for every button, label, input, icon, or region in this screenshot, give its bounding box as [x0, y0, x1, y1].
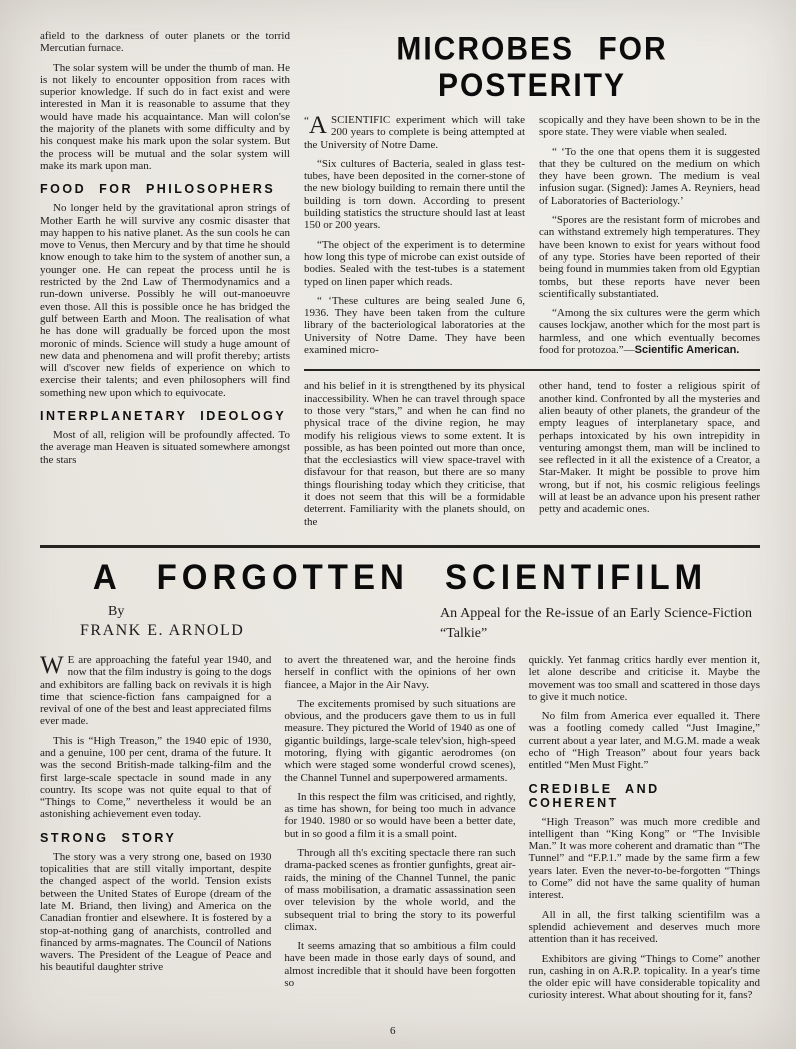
paragraph: “ ‘These cultures are being sealed June 6, 1936. They have been taken from the culture library of the bacteriological laboratories at the University of Notre Dame. They have been examined micro- — [304, 294, 525, 357]
paragraph: It seems amazing that so ambitious a film could have been made in those early days of sound, and almost incredible that it should have been forgotten so — [284, 940, 516, 990]
lead-text: SCIENTIFIC experiment which will take 200 years to complete is being attempted at the University of Notre Dame. — [304, 114, 525, 151]
microbes-article — [304, 30, 760, 535]
film-column-2 — [284, 654, 515, 1009]
lead-quote-mark: “ — [304, 115, 309, 127]
top-section — [40, 30, 760, 535]
paragraph: All in all, the first talking scientifilm was a splendid achievement and deserves much more attention than it has received. — [528, 908, 760, 946]
film-column-1 — [40, 651, 272, 1009]
paragraph: “ ‘To the one that opens them it is suggested that they be cultured on the medium on which they have been grown. The medium is veal infusion sugar. (Signed): James A. Reyniers, head of Laboratories of Bacteriology.’ — [539, 145, 760, 207]
film-article-header — [46, 604, 754, 644]
paragraph: scopically and they have been shown to be in the spore state. They were viable when sealed. — [539, 114, 760, 139]
section-heading-interplanetary-ideology: INTERPLANETARY IDEOLOGY — [40, 409, 287, 424]
paragraph: quickly. Yet fanmag critics hardly ever mention it, let alone describe and criticise it. Maybe the movement was too small and scattered in those days to give it much notice. — [528, 653, 760, 703]
attribution-scientific-american: Scientific American. — [634, 344, 740, 357]
byline — [46, 604, 244, 640]
film-column-3 — [529, 654, 760, 1009]
dropcap-wrap — [304, 112, 327, 139]
paragraph: Most of all, religion will be profoundly affected. To the average man Heaven is situated somewhere amongst the stars — [40, 429, 290, 466]
paragraph: Through all th's exciting spectacle there ran such drama-packed scenes as frontier gunfights, great air-raids, the mining of the Channel Tunnel, the panic of mass mobilisation, a dramatic assassination seen over television by the whole world, and the subsequent trial to bring the story to its powerful climax. — [284, 847, 516, 933]
paragraph: The story was a very strong one, based on 1930 topicalities that are still vitally important, despite the changed aspect of the world. Tension exists between the United States of Europe (dream of the late M. Briand, then living) and America on the Canadian frontier and elsewhere. It is fostered by a stop-at-nothing gang of anarchists, controlled and financed by arms-magnates. The Council of Nations wavers. The President of the League of Peace and his beautiful daughter strive — [40, 850, 272, 974]
section-heading-food-for-philosophers: FOOD FOR PHILOSOPHERS — [40, 182, 276, 197]
lead-paragraph — [40, 651, 272, 728]
closing-paragraph — [539, 307, 760, 356]
film-article — [40, 558, 760, 1009]
film-article-title: A FORGOTTEN SCIENTIFILM — [92, 556, 708, 597]
divider-rule-under-microbes — [304, 369, 760, 371]
paragraph: The excitements promised by such situations are obvious, and the producers gave them to us in full measure. They pictured the World of 1940 as one of gigantic buildings, large-scale telev'sion, high-speed motoring, flying with gigantic aerodromes (on which were staged some wonderful crowd scenes), the Channel Tunnel and superpowered armaments. — [284, 697, 516, 784]
paragraph: afield to the darkness of outer planets or the torrid Mercutian furnace. — [40, 30, 290, 55]
paragraph: “High Treason” was much more credible and intelligent than “King Kong” or “The Invisible Man.” It was more coherent and dramatic than “The Tunnel” and “F.P.1.” made by the same firm a few years later. Even the never-to-be-forgotten “Things to Come” did not have the same quality of human interest. — [528, 815, 760, 902]
paragraph: other hand, tend to foster a religious spirit of another kind. Confronted by all the mysteries and alien beauty of other planets, the grandeur of the empty leagues of interplanetary space, and perhaps intoxicated by his own intrepidity in venturing amongst them, man will be inclined to see reflected in it all the existence of a Creator, a Star-Maker. It might be possible to prove him wrong, but if not, his cosmic religious feelings will at least be an advance upon his present rather petty and academic ones. — [539, 380, 760, 516]
continuation-column-2 — [539, 380, 760, 535]
paragraph: No longer held by the gravitational apron strings of Mother Earth he will survive any cosmic disaster that may happen to his native planet. As the sun cools he can move to Venus, then Mercury and by that time he should know enough to take him to the system of another sun, a younger one. He can repeat the process until he is restricted by the 2nd Law of Thermodynamics and a run-down universe. Possibly he will out-manoeuvre even those. All this is possible once he has bridged the gulf between Earth and Moon. The realisation of what he has done will gradually be forced upon the most moronic of minds. Science will study a huge amount of new data and phenomena and will profit thereby; artists will d'scover new fields of experience on which to exercise their talents; and even philosophers will find something new upon which to equivocate. — [40, 202, 290, 399]
paragraph: Exhibitors are giving “Things to Come” another run, cashing in on A.R.P. topicality. In a year's time the older epic will have considerable topicality and curiosity interest. What about shouting for it, fans? — [528, 952, 760, 1002]
paragraph: “Six cultures of Bacteria, sealed in glass test-tubes, have been deposited in the corner-stone of the new biology building to remain there until the building is torn down. According to present building statistics the structure should last at least 150 or 200 years. — [304, 157, 525, 232]
page-number: 6 — [390, 1025, 396, 1037]
paragraph: In this respect the film was criticised, and rightly, as time has shown, for being too much in advance for 1940. 1980 or so would have been a better date, but in so good a film it is a small point. — [284, 790, 516, 840]
microbes-column-2 — [539, 114, 760, 363]
section-heading-strong-story: STRONG STORY — [40, 830, 177, 845]
paragraph: No film from America ever equalled it. There was a footling comedy called “Just Imagine,” current about a year later, and M.G.M. made a weak echo of “High Treason” about four years back entitled “Men Must Fight.” — [528, 710, 760, 772]
film-columns — [40, 651, 760, 1009]
continuation-column-1 — [304, 380, 525, 535]
paragraph: and his belief in it is strengthened by its physical inaccessibility. When he can travel through space to those very “stars,” and when he can find no physical trace of the divine region, he may modify his religious views to some extent. It is possible, as has been pointed out more than once, that the ecclesiastics will view space-travel with disfavour for that reason, but there are so many things flourishing today which they criticise, that it does not seem that this will be a formidable deterrent. Familiarity with the planets should, on the — [304, 380, 525, 528]
paragraph: This is “High Treason,” the 1940 epic of 1930, and a genuine, 100 per cent, drama of the future. It was the second British-made talking-film and the first large-scale spectacle in sound made in any country. Its scope was not quite equal to that of “Things to Come,” nevertheless it would be an astonishing achievement even today. — [40, 734, 272, 821]
paragraph: “The object of the experiment is to determine how long this type of microbe can exist outside of bodies. Sealed with the test-tubes is a statement typed on linen paper which reads. — [304, 238, 525, 288]
section-heading-credible-and-coherent: CREDIBLE AND COHERENT — [528, 781, 660, 810]
byline-author-name: FRANK E. ARNOLD — [80, 621, 245, 639]
dropcap-letter: A — [308, 112, 327, 139]
paragraph: to avert the threatened war, and the heroine finds herself in conflict with the opinions of her own fiancee, a Major in the Air Navy. — [284, 653, 516, 691]
dropcap-letter: W — [40, 651, 64, 679]
divider-rule-full-width — [40, 545, 760, 548]
dropcap-wrap — [40, 651, 64, 679]
lead-text: E are approaching the fateful year 1940, and now that the film industry is going to the dogs and exhibitors are falling back on revivals it is high time that science-fiction fans campaigned for a revival of one of the best and least appreciated films ever made. — [40, 653, 272, 728]
film-article-subtitle: An Appeal for the Re-issue of an Early Science-Fiction “Talkie” — [440, 605, 752, 641]
continuation-columns — [304, 380, 760, 535]
paragraph: “Spores are the resistant form of microbes and can withstand extremely high temperatures. They have been known to exist for years without food of any type. Stories have been reported of their being found in mummies taken from old Egyptian tombs, but these reports have never been scientifically substantiated. — [539, 214, 760, 300]
lead-paragraph — [304, 114, 525, 151]
microbes-article-title: MICROBES FOR POSTERITY — [396, 31, 668, 104]
microbes-columns — [304, 114, 760, 363]
closing-text: “Among the six cultures were the germ which causes lockjaw, another which for the most part is harmless, and one which eventually becomes food for protozoa.”— — [539, 307, 760, 357]
continuation-article-column — [40, 30, 290, 535]
paragraph: The solar system will be under the thumb of man. He is not likely to encounter opposition from races with superior knowledge. If such do in fact exist and were interested in Man it is reasonable to assume that they would have made his acquaintance. Man will colon'se the majority of the planets with some difficulty and by his conquest make his mark upon the solar system. But the process will be mutual and the solar system will make its mark upon man. — [40, 61, 290, 172]
byline-by: By — [108, 603, 125, 619]
microbes-column-1 — [304, 114, 525, 363]
